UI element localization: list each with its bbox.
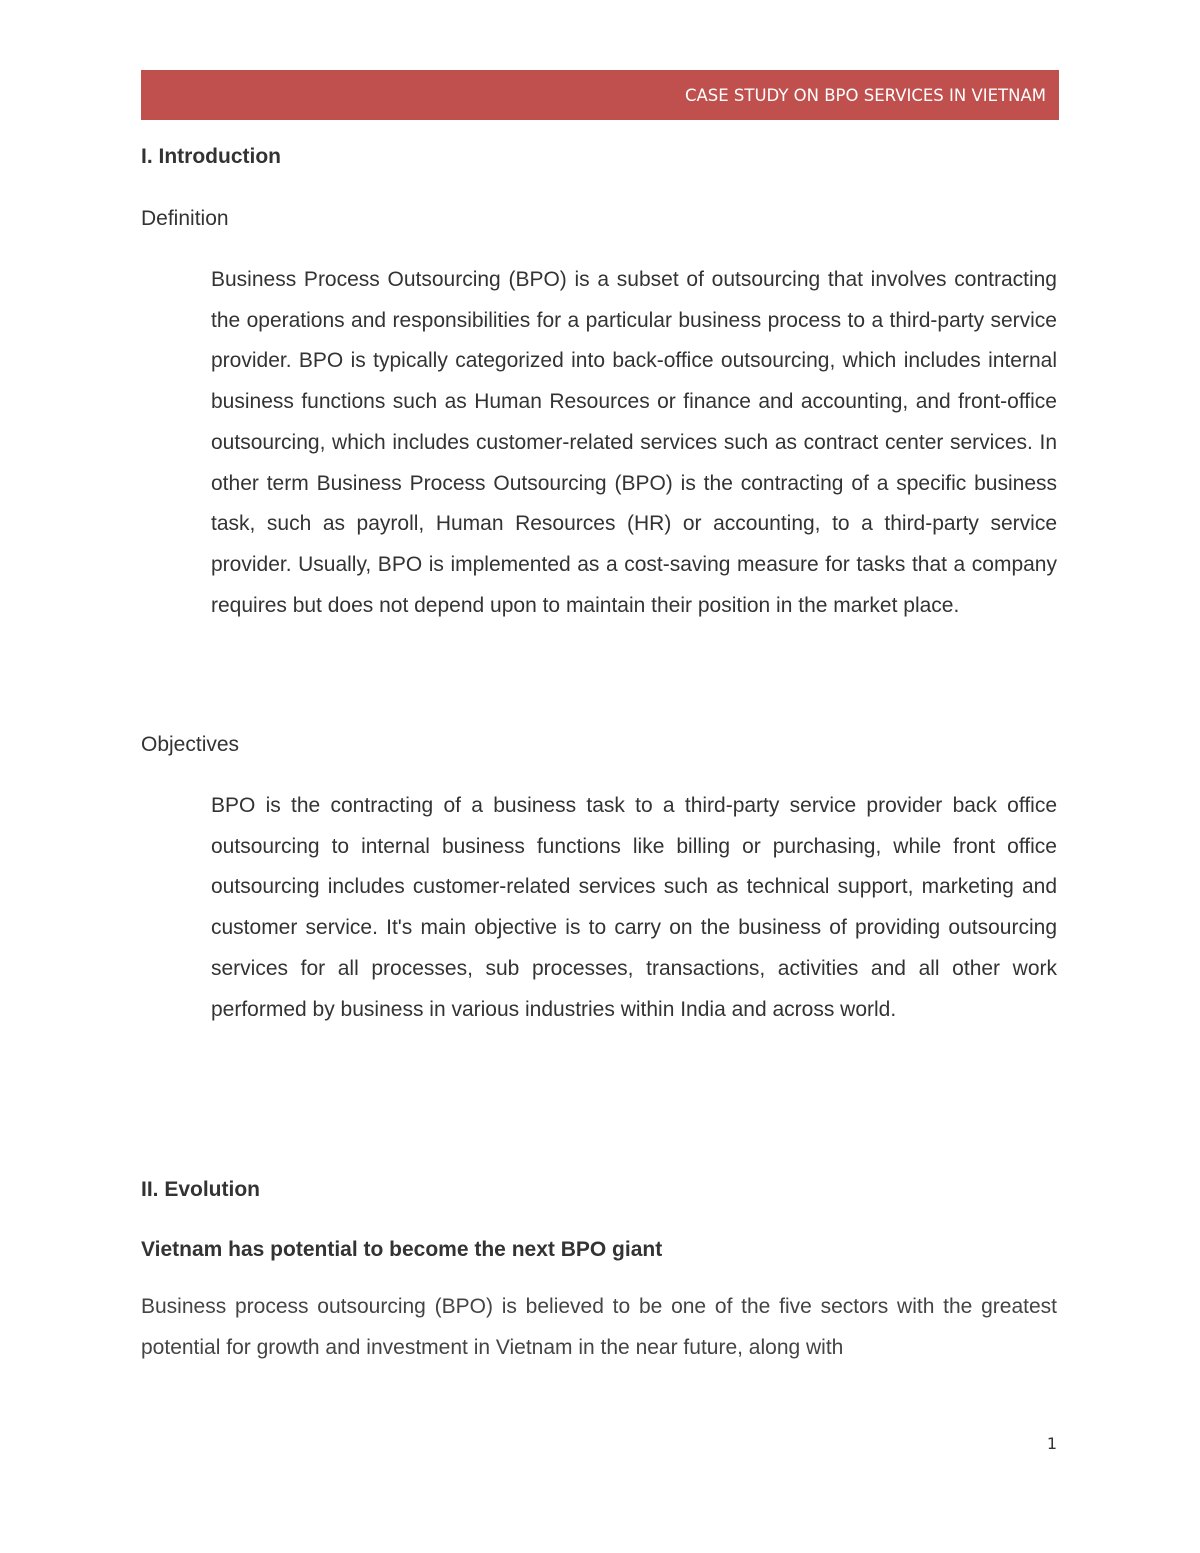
section-heading-introduction: I. Introduction	[141, 145, 281, 168]
page-number: 1	[1046, 1434, 1057, 1453]
evolution-paragraph: Business process outsourcing (BPO) is believed to be one of the five sectors with the greatest potential for growth and investment in Vietnam in the near future, along with	[141, 1295, 1057, 1359]
objectives-paragraph: BPO is the contracting of a business task to a third-party service provider back office outsourcing to internal business functions like billing or purchasing, while front office outsourcing includes customer-related services such as technical support, marketing and customer service. It's main objective is to carry on the business of providing outsourcing services for all processes, sub processes, transactions, activities and all other work performed by business in various industries within India and across world.	[211, 794, 1057, 1021]
definition-label: Definition	[141, 207, 229, 230]
running-header	[141, 70, 1059, 120]
objectives-label: Objectives	[141, 733, 240, 756]
section-heading-evolution: II. Evolution	[141, 1178, 260, 1201]
evolution-subheading: Vietnam has potential to become the next BPO giant	[141, 1238, 663, 1261]
running-header-title: CASE STUDY ON BPO SERVICES IN VIETNAM	[684, 86, 1046, 105]
definition-paragraph: Business Process Outsourcing (BPO) is a subset of outsourcing that involves contracting the operations and responsibilities for a particular business process to a third-party service provider. BPO is typically categorized into back-office outsourcing, which includes internal business functions such as Human Resources or finance and accounting, and front-office outsourcing, which includes customer-related services such as contract center services. In other term Business Process Outsourcing (BPO) is the contracting of a specific business task, such as payroll, Human Resources (HR) or accounting, to a third-party service provider. Usually, BPO is implemented as a cost-saving measure for tasks that a company requires but does not depend upon to maintain their position in the market place.	[211, 268, 1057, 617]
